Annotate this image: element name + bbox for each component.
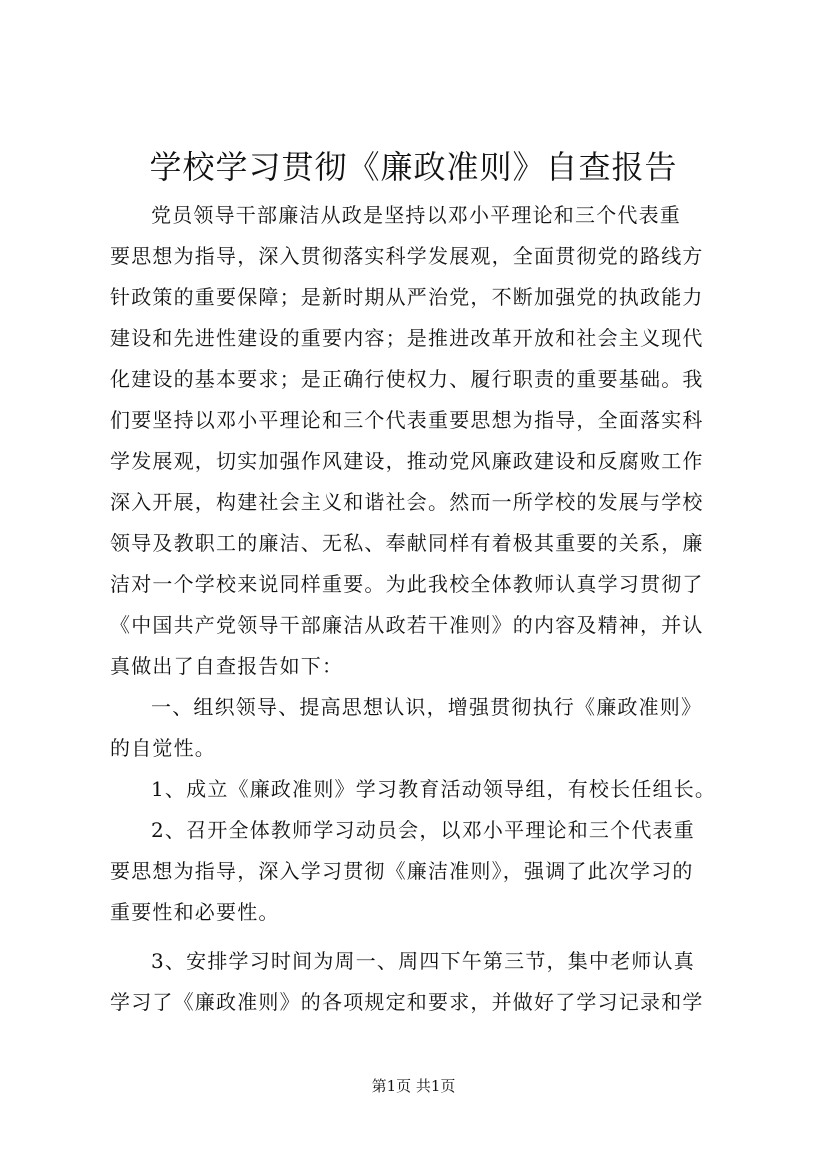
section-heading-line: 的自觉性。	[110, 736, 216, 760]
paragraph-line: 们要坚持以邓小平理论和三个代表重要思想为指导，全面落实科	[110, 408, 704, 432]
paragraph-line: 真做出了自查报告如下：	[110, 654, 344, 678]
document-title: 学校学习贯彻《廉政准则》自查报告	[149, 148, 678, 186]
paragraph-line: 化建设的基本要求；是正确行使权力、履行职责的重要基础。我	[110, 367, 704, 391]
paragraph-line: 党员领导干部廉洁从政是坚持以邓小平理论和三个代表重	[151, 203, 681, 227]
paragraph-line: 学发展观，切实加强作风建设，推动党风廉政建设和反腐败工作	[110, 449, 704, 473]
paragraph-line: 深入开展，构建社会主义和谐社会。然而一所学校的发展与学校	[110, 490, 704, 514]
paragraph-line: 针政策的重要保障；是新时期从严治党，不断加强党的执政能力	[110, 285, 704, 309]
list-item-line: 3、安排学习时间为周一、周四下午第三节，集中老师认真	[151, 949, 695, 973]
paragraph-spacer	[110, 933, 730, 941]
list-item-line: 重要性和必要性。	[110, 900, 280, 924]
list-item-line: 2、召开全体教师学习动员会，以邓小平理论和三个代表重	[151, 818, 695, 842]
paragraph-line: 洁对一个学校来说同样重要。为此我校全体教师认真学习贯彻了	[110, 572, 704, 596]
section-heading-line: 一、组织领导、提高思想认识，增强贯彻执行《廉政准则》	[151, 695, 703, 719]
list-item-line: 学习了《廉政准则》的各项规定和要求，并做好了学习记录和学	[110, 990, 704, 1014]
list-item-line: 1、成立《廉政准则》学习教育活动领导组，有校长任组长。	[151, 777, 717, 801]
page-footer: 第1页 共1页	[371, 1077, 456, 1095]
document-body	[110, 195, 730, 1023]
paragraph-line: 领导及教职工的廉洁、无私、奉献同样有着极其重要的关系，廉	[110, 531, 704, 555]
paragraph-line: 《中国共产党领导干部廉洁从政若干准则》的内容及精神，并认	[110, 613, 704, 637]
paragraph-line: 要思想为指导，深入贯彻落实科学发展观，全面贯彻党的路线方	[110, 244, 704, 268]
list-item-line: 要思想为指导，深入学习贯彻《廉洁准则》，强调了此次学习的	[110, 859, 694, 883]
paragraph-line: 建设和先进性建设的重要内容；是推进改革开放和社会主义现代	[110, 326, 704, 350]
